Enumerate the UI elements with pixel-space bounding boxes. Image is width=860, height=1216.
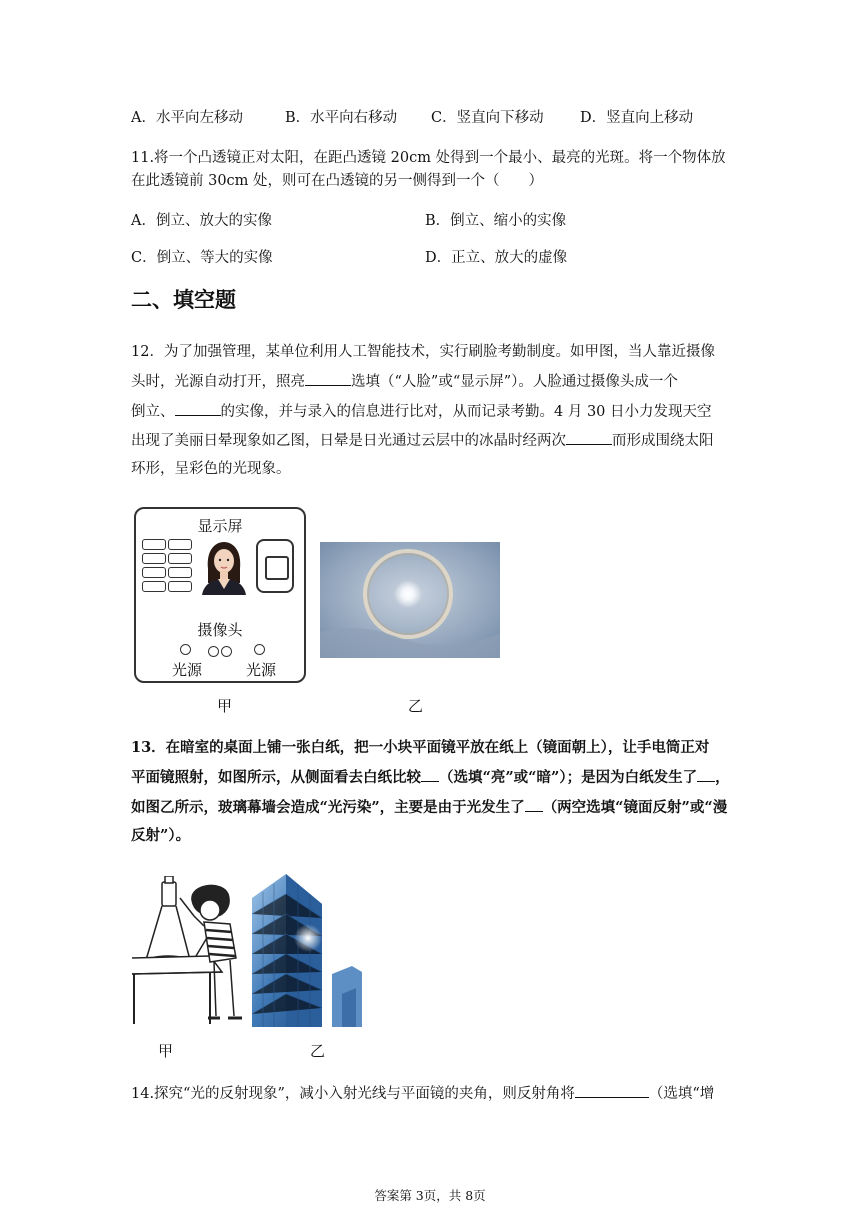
q13-blank-3[interactable] — [525, 797, 543, 812]
q12-caption-yi: 乙 — [408, 697, 424, 715]
q12-blank-2[interactable] — [175, 401, 221, 416]
q13-line2-b: （选填“亮”或“暗”）；是因为白纸发生了 — [439, 769, 698, 786]
q13-blank-2[interactable] — [697, 767, 715, 782]
q13-line2-c: ， — [715, 769, 730, 786]
q13-line1: 13．在暗室的桌面上铺一张白纸，把一小块平面镜平放在纸上（镜面朝上），让手电筒正对 — [131, 739, 710, 756]
camera-lens-right-icon — [221, 646, 232, 657]
section-title: 二、填空题 — [131, 288, 236, 312]
q12-line2-b: 选填（“人脸”或“显示屏”）。人脸通过摄像头成一个 — [351, 374, 678, 390]
light-source-left-label: 光源 — [172, 661, 203, 679]
q11-option-b: B．倒立、缩小的实像 — [425, 213, 567, 229]
light-source-right-label: 光源 — [246, 661, 277, 679]
q12-line4-b: 而形成围绕太阳 — [612, 433, 714, 449]
q14-line1 — [131, 1083, 714, 1104]
q12-blank-1[interactable] — [305, 371, 351, 386]
sun-halo-photo — [320, 542, 500, 658]
q13-caption-jia: 甲 — [158, 1042, 174, 1060]
q13-blank-1[interactable] — [421, 767, 439, 782]
q10-option-b: B．水平向右移动 — [285, 110, 398, 126]
q12-line4 — [131, 430, 714, 451]
glass-curtain-wall-photo — [252, 874, 362, 1027]
keypad-icon — [142, 539, 192, 595]
light-source-left-icon — [180, 644, 191, 655]
q14-line1-b: （选填“增 — [648, 1086, 715, 1102]
q14-blank-1[interactable] — [575, 1083, 649, 1098]
q12-line4-a: 出现了美丽日晕现象如乙图，日晕是日光通过云层中的冰晶时经两次 — [131, 433, 566, 449]
q10-option-a: A．水平向左移动 — [131, 110, 243, 126]
light-source-right-icon — [254, 644, 265, 655]
face-portrait-icon — [198, 539, 250, 595]
q13-caption-yi: 乙 — [310, 1042, 326, 1060]
q10-option-c: C．竖直向下移动 — [431, 110, 544, 126]
q13-line2-a: 平面镜照射，如图所示，从侧面看去白纸比较 — [131, 769, 421, 786]
q12-blank-3[interactable] — [566, 430, 612, 445]
q12-line3 — [131, 401, 712, 422]
q13-line3-a: 如图乙所示，玻璃幕墙会造成“光污染”，主要是由于光发生了 — [131, 799, 525, 816]
camera-label: 摄像头 — [197, 621, 243, 639]
q12-line1: 12．为了加强管理，某单位利用人工智能技术，实行刷脸考勤制度。如甲图，当人靠近摄像 — [131, 344, 715, 360]
q12-line2 — [131, 371, 678, 392]
q13-line4: 反射”）。 — [131, 827, 191, 844]
q12-caption-jia: 甲 — [217, 697, 233, 715]
q14-line1-a: 14.探究“光的反射现象”，减小入射光线与平面镜的夹角，则反射角将 — [131, 1086, 575, 1102]
q11-option-a: A．倒立、放大的实像 — [131, 213, 272, 229]
q12-line3-a: 倒立、 — [131, 404, 175, 420]
q13-line3 — [131, 797, 727, 818]
face-device-figure — [134, 507, 306, 683]
screen-label: 显示屏 — [197, 517, 243, 535]
q13-line2 — [131, 767, 730, 788]
flashlight-experiment-figure — [132, 876, 250, 1026]
q12-line5: 环形，呈彩色的光现象。 — [131, 461, 291, 477]
q12-line2-a: 头时，光源自动打开，照亮 — [131, 374, 305, 390]
camera-module-icon — [256, 539, 294, 593]
q11-option-c: C．倒立、等大的实像 — [131, 250, 273, 266]
q12-line3-b: 的实像，并与录入的信息进行比对，从而记录考勤。4 月 30 日小力发现天空 — [220, 404, 712, 420]
q10-option-d: D．竖直向上移动 — [580, 110, 694, 126]
q11-line2: 在此透镜前 30cm 处，则可在凸透镜的另一侧得到一个（ ） — [131, 173, 544, 189]
camera-lens-left-icon — [208, 646, 219, 657]
q11-option-d: D．正立、放大的虚像 — [425, 250, 568, 266]
q11-line1: 11.将一个凸透镜正对太阳，在距凸透镜 20cm 处得到一个最小、最亮的光斑。将一个物体放 — [131, 150, 726, 166]
q13-line3-b: （两空选填“镜面反射”或“漫 — [542, 799, 728, 816]
page-footer: 答案第 3页，共 8页 — [374, 1188, 486, 1203]
